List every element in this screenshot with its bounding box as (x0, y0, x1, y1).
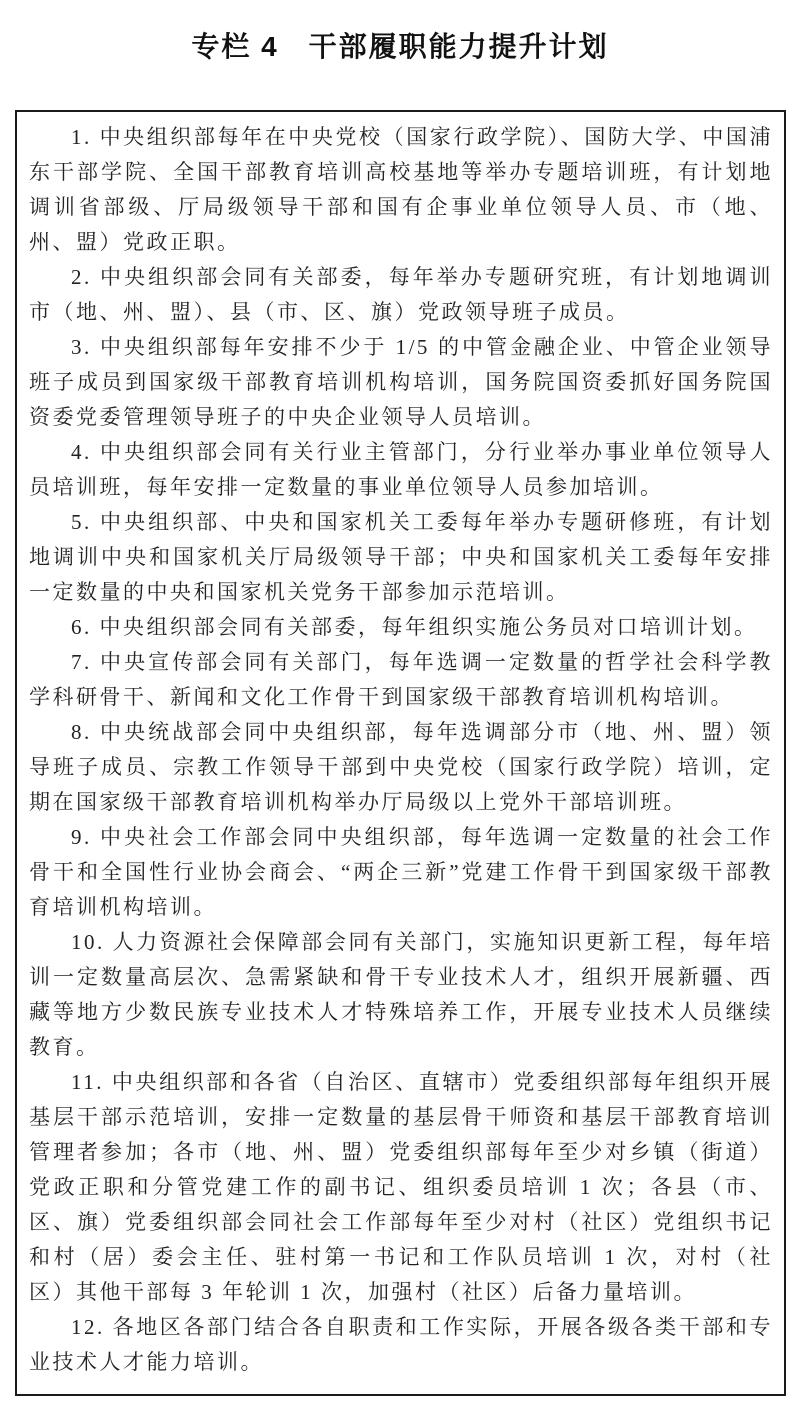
plan-item-4: 4. 中央组织部会同有关行业主管部门，分行业举办事业单位领导人员培训班，每年安排一定数量的事业单位领导人员参加培训。 (29, 440, 773, 499)
page-title: 专栏 4 干部履职能力提升计划 (191, 31, 609, 62)
plan-item-1: 1. 中央组织部每年在中央党校（国家行政学院）、国防大学、中国浦东干部学院、全国干部教育培训高校基地等举办专题培训班，有计划地调训省部级、厅局级领导干部和国有企事业单位领导人员、市（地、州、盟）党政正职。 (29, 125, 773, 254)
plan-item-11: 11. 中央组织部和各省（自治区、直辖市）党委组织部每年组织开展基层干部示范培训，安排一定数量的基层骨干师资和基层干部教育培训管理者参加；各市（地、州、盟）党委组织部每年至少对乡镇（街道）党政正职和分管党建工作的副书记、组织委员培训 1 次；各县（市、区、旗）党委组织部会同社会工作部每年至少对村（社区）党组织书记和村（居）委会主任、驻村第一书记和工作队员培训 1 次，对村（社区）其他干部每 3 年轮训 1 次，加强村（社区）后备力量培训。 (29, 1070, 773, 1304)
plan-item-5: 5. 中央组织部、中央和国家机关工委每年举办专题研修班，有计划地调训中央和国家机关厅局级领导干部；中央和国家机关工委每年安排一定数量的中央和国家机关党务干部参加示范培训。 (29, 510, 773, 604)
plan-item-6: 6. 中央组织部会同有关部委，每年组织实施公务员对口培训计划。 (71, 615, 758, 639)
plan-item-3: 3. 中央组织部每年安排不少于 1/5 的中管金融企业、中管企业领导班子成员到国家级干部教育培训机构培训，国务院国资委抓好国务院国资委党委管理领导班子的中央企业领导人员培训。 (29, 335, 773, 429)
plan-item-8: 8. 中央统战部会同中央组织部，每年选调部分市（地、州、盟）领导班子成员、宗教工作领导干部到中央党校（国家行政学院）培训，定期在国家级干部教育培训机构举办厅局级以上党外干部培训班。 (29, 720, 773, 814)
plan-item-12: 12. 各地区各部门结合各自职责和工作实际，开展各级各类干部和专业技术人才能力培训。 (29, 1315, 773, 1374)
plan-item-9: 9. 中央社会工作部会同中央组织部，每年选调一定数量的社会工作骨干和全国性行业协会商会、“两企三新”党建工作骨干到国家级干部教育培训机构培训。 (29, 825, 773, 919)
plan-box (15, 110, 786, 1396)
plan-item-2: 2. 中央组织部会同有关部委，每年举办专题研究班，有计划地调训市（地、州、盟）、县（市、区、旗）党政领导班子成员。 (29, 265, 773, 324)
plan-item-7: 7. 中央宣传部会同有关部门，每年选调一定数量的哲学社会科学教学科研骨干、新闻和文化工作骨干到国家级干部教育培训机构培训。 (29, 650, 773, 709)
plan-item-10: 10. 人力资源社会保障部会同有关部门，实施知识更新工程，每年培训一定数量高层次、急需紧缺和骨干专业技术人才，组织开展新疆、西藏等地方少数民族专业技术人才特殊培养工作，开展专业技术人员继续教育。 (29, 930, 773, 1059)
